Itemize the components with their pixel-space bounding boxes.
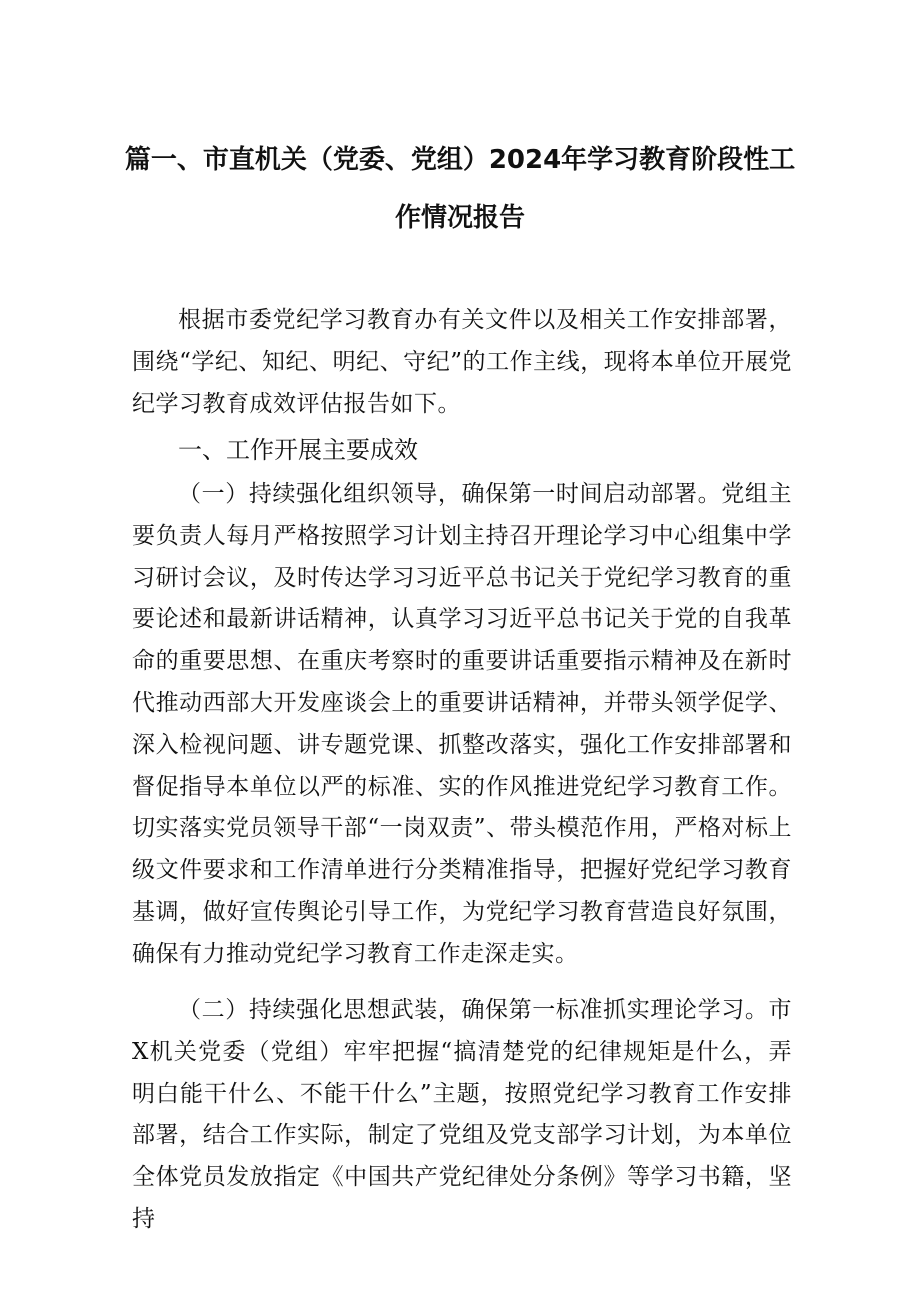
paragraph-theory-study: （二）持续强化思想武装，确保第一标准抓实理论学习。市X机关党委（党组）牢牢把握“搞清楚党的纪律规矩是什么，弄明白能干什么、不能干什么”主题，按照党纪学习教育工作安排部署，结合工作实际，制定了党组及党支部学习计划，为本单位全体党员发放指定《中国共产党纪律处分条例》等学习书籍，坚持 — [132, 997, 792, 1232]
section-heading-1: 一、工作开展主要成效 — [178, 436, 418, 464]
document-title-line-2: 作情况报告 — [394, 203, 525, 233]
document-title-line-1: 篇一、市直机关（党委、党组）2024年学习教育阶段性工 — [124, 145, 796, 175]
intro-paragraph: 根据市委党纪学习教育办有关文件以及相关工作安排部署，围绕“学纪、知纪、明纪、守纪”的工作主线，现将本单位开展党纪学习教育成效评估报告如下。 — [132, 307, 792, 417]
paragraph-organization-leadership: （一）持续强化组织领导，确保第一时间启动部署。党组主要负责人每月严格按照学习计划主持召开理论学习中心组集中学习研讨会议，及时传达学习习近平总书记关于党纪学习教育的重要论述和最新讲话精神，认真学习习近平总书记关于党的自我革命的重要思想、在重庆考察时的重要讲话重要指示精神及在新时代推动西部大开发座谈会上的重要讲话精神，并带头领学促学、深入检视问题、讲专题党课、抓整改落实，强化工作安排部署和督促指导本单位以严的标准、实的作风推进党纪学习教育工作。切实落实党员领导干部“一岗双责”、带头模范作用，严格对标上级文件要求和工作清单进行分类精准指导，把握好党纪学习教育基调，做好宣传舆论引导工作，为党纪学习教育营造良好氛围，确保有力推动党纪学习教育工作走深走实。 — [132, 481, 792, 967]
